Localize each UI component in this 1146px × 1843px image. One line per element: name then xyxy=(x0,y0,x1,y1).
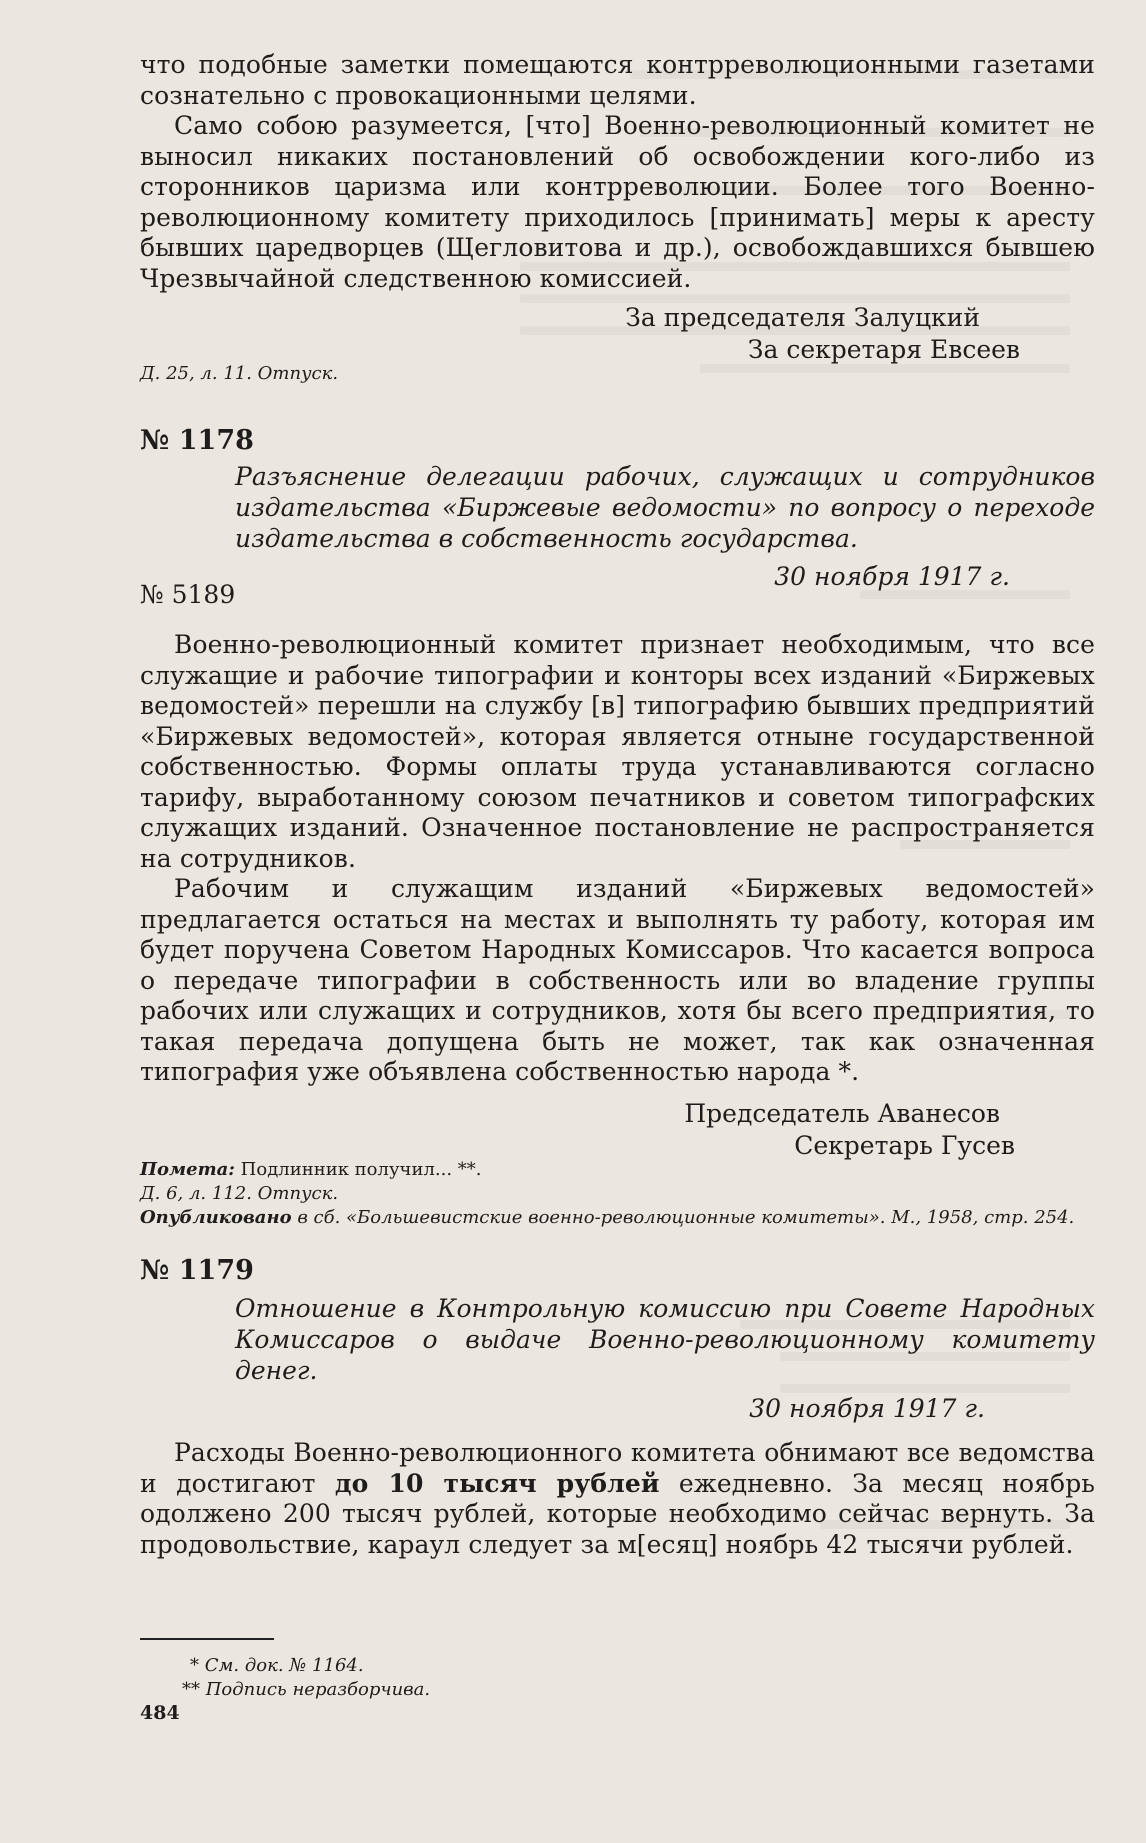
document-date: 30 ноября 1917 г. xyxy=(749,1394,985,1423)
annotation-mark: Помета: Подлинник получил... **. xyxy=(140,1158,482,1180)
page-number: 484 xyxy=(140,1702,180,1724)
signature-secretary: За секретаря Евсеев xyxy=(747,335,1020,364)
archive-reference: Д. 6, л. 112. Отпуск. xyxy=(140,1182,339,1204)
document-continuation xyxy=(140,50,1095,386)
outgoing-number: № 5189 xyxy=(140,580,236,609)
signature-chair: Председатель Аванесов xyxy=(684,1098,1000,1128)
document-title: Разъяснение делегации рабочих, служащих и сотрудников издательства «Биржевые ведомости» по вопросу о переходе издательства в собственность государства. xyxy=(235,462,1095,553)
document-number: № 1178 xyxy=(140,425,254,456)
signature-chair: За председателя Залуцкий xyxy=(625,303,980,332)
archive-reference: Д. 25, л. 11. Отпуск. xyxy=(140,363,339,384)
publication-note: Опубликовано в сб. «Большевистские военно-революционные комитеты». М., 1958, стр. 254. xyxy=(140,1206,1075,1228)
document-date: 30 ноября 1917 г. xyxy=(774,562,1010,591)
paragraph: что подобные заметки помещаются контрреволюционными газетами сознательно с провокационными целями. xyxy=(140,50,1095,110)
paragraph: Рабочим и служащим изданий «Биржевых ведомостей» предлагается остаться на местах и выполнять ту работу, которая им будет поручена Советом Народных Комиссаров. Что касается вопроса о передаче типографии в собственность или во владение группы рабочих или служащих и сотрудников, хотя бы всего предприятия, то такая передача допущена быть не может, так как означенная типография уже объявлена собственностью народа *. xyxy=(140,874,1095,1086)
footnote-divider xyxy=(140,1638,274,1640)
paragraph: Военно-революционный комитет признает необходимым, что все служащие и рабочие типографии и конторы всех изданий «Биржевых ведомостей» перешли на службу [в] типографию бывших предприятий «Биржевых ведомостей», которая является отныне государственной собственностью. Формы оплаты труда устанавливаются согласно тарифу, выработанному союзом печатников и советом типографских служащих изданий. Означенное постановление не распространяется на сотрудников. xyxy=(140,630,1095,873)
paragraph: Само собою разумеется, [что] Военно-революционный комитет не выносил никаких постановлений об освобождении кого-либо из сторонников царизма или контрреволюции. Более того Военно-революционному комитету приходилось [принимать] меры к аресту бывших царедворцев (Щегловитова и др.), освобождавшихся бывшею Чрезвычайной следственною комиссией. xyxy=(140,111,1095,293)
footnote: * См. док. № 1164. xyxy=(190,1655,364,1676)
document-1179 xyxy=(140,1255,1095,1560)
footnote: ** Подпись неразборчива. xyxy=(182,1679,431,1700)
document-title: Отношение в Контрольную комиссию при Совете Народных Комиссаров о выдаче Военно-революционному комитету денег. xyxy=(235,1294,1095,1385)
paragraph: Расходы Военно-революционного комитета обнимают все ведомства и достигают до 10 тысяч рублей ежедневно. За месяц ноябрь одолжено 200 тысяч рублей, которые необходимо сейчас вернуть. За продовольствие, караул следует за м[есяц] ноябрь 42 тысячи рублей. xyxy=(140,1438,1096,1559)
document-number: № 1179 xyxy=(140,1255,254,1286)
signature-secretary: Секретарь Гусев xyxy=(794,1130,1015,1160)
document-1178 xyxy=(140,425,1095,1230)
